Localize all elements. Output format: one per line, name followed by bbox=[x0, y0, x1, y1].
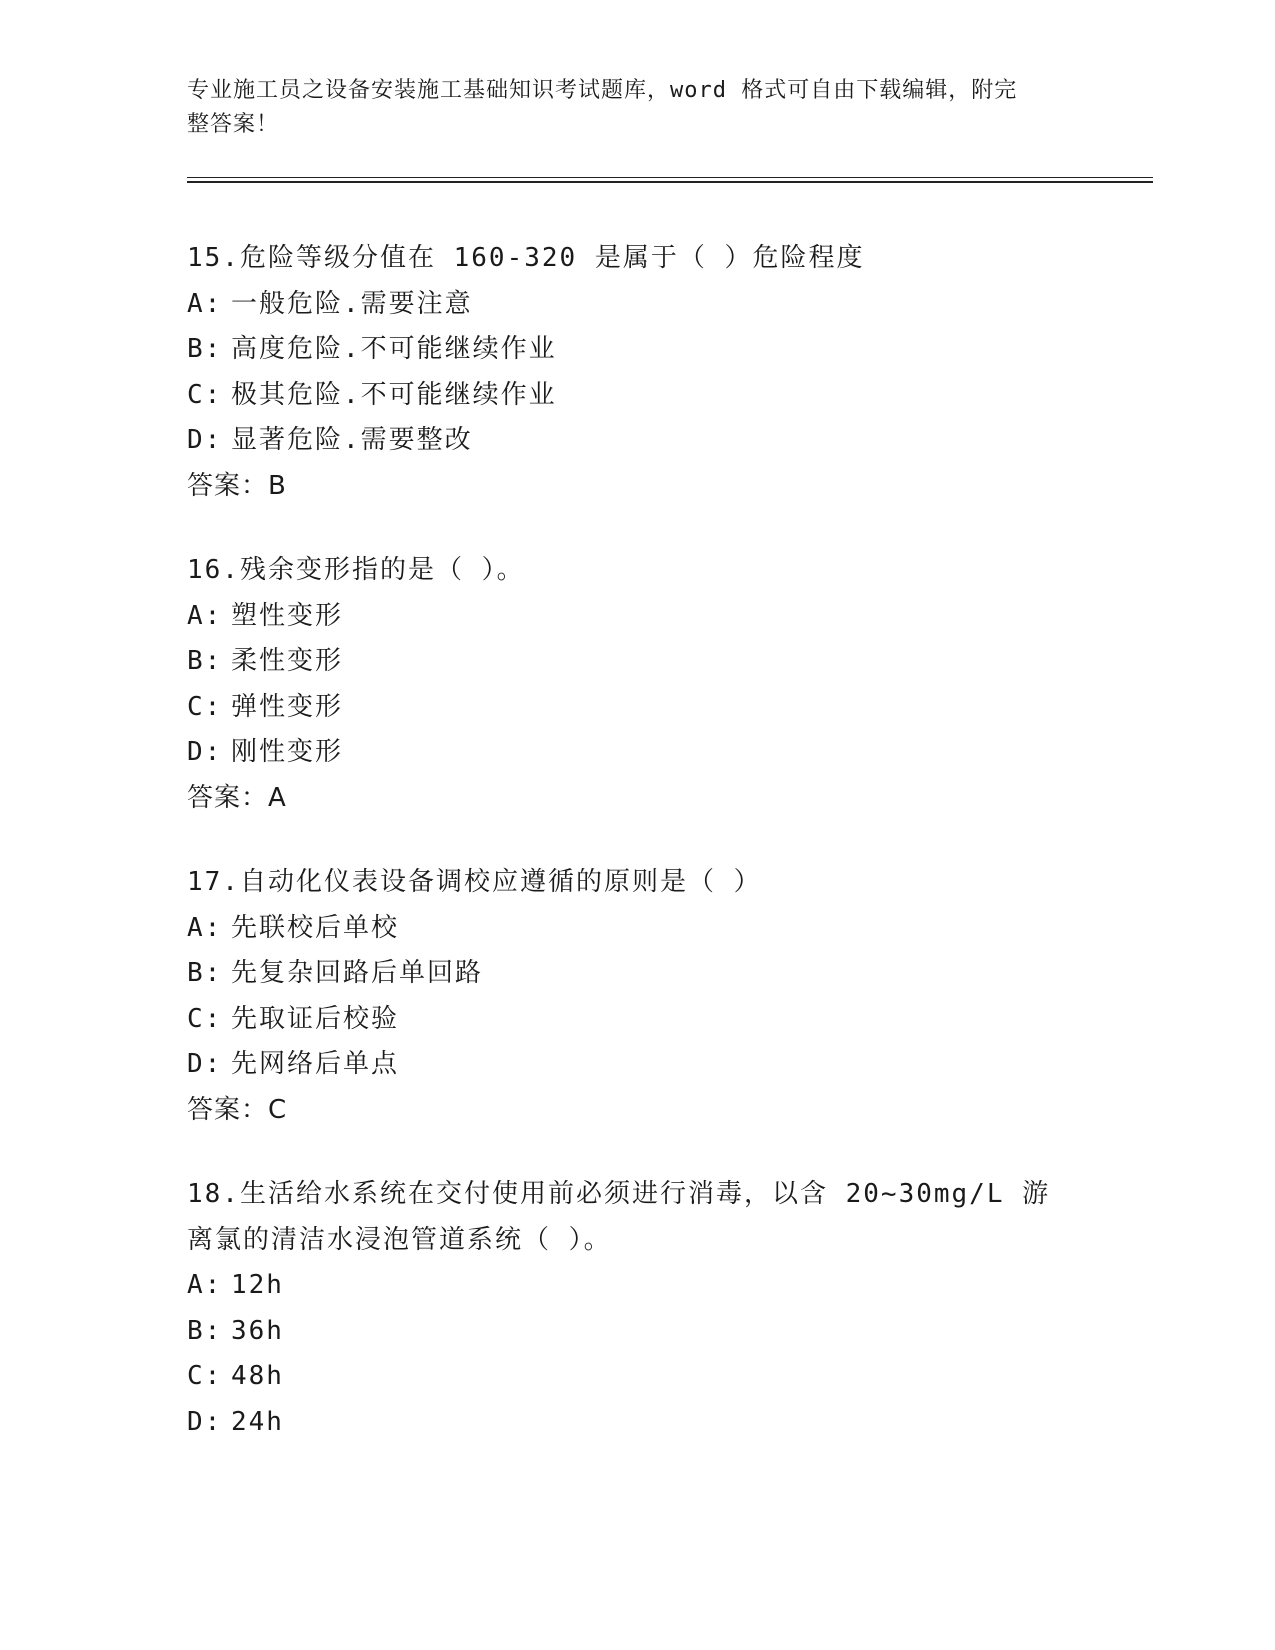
option-c bbox=[187, 685, 1087, 731]
option-text: 12h bbox=[231, 1270, 284, 1300]
header-divider-bottom bbox=[187, 181, 1153, 183]
option-d bbox=[187, 418, 1087, 464]
option-label: C: bbox=[187, 1361, 223, 1391]
option-label: A: bbox=[187, 912, 223, 943]
question-text: 15.危险等级分值在 160-320 是属于（ ）危险程度 bbox=[187, 243, 865, 273]
question-16 bbox=[187, 548, 1087, 821]
option-label: B: bbox=[187, 334, 223, 364]
option-label: A: bbox=[187, 1270, 223, 1300]
option-text: 36h bbox=[231, 1315, 284, 1346]
option-text: 24h bbox=[231, 1406, 284, 1437]
option-b bbox=[187, 1309, 1087, 1355]
header-line-1: 专业施工员之设备安装施工基础知识考试题库，word 格式可自由下载编辑，附完 bbox=[187, 78, 1018, 103]
question-15 bbox=[187, 236, 1087, 509]
option-text: 先网络后单点 bbox=[231, 1049, 400, 1079]
option-c bbox=[187, 373, 1087, 419]
option-a bbox=[187, 594, 1087, 640]
header-divider-top bbox=[187, 177, 1153, 178]
option-text: 一般危险.需要注意 bbox=[231, 288, 473, 319]
option-label: A: bbox=[187, 288, 223, 319]
header-line-2: 整答案！ bbox=[187, 112, 280, 137]
option-text: 先联校后单校 bbox=[231, 912, 400, 943]
option-text: 柔性变形 bbox=[231, 646, 344, 676]
option-label: D: bbox=[187, 1406, 223, 1437]
option-b bbox=[187, 639, 1087, 685]
option-text: 刚性变形 bbox=[231, 737, 344, 767]
option-label: D: bbox=[187, 425, 223, 455]
answer-line: 答案：B bbox=[187, 470, 287, 501]
option-label: B: bbox=[187, 1315, 223, 1346]
option-text: 极其危险.不可能继续作业 bbox=[231, 379, 557, 410]
answer-line: 答案：A bbox=[187, 782, 287, 813]
option-label: C: bbox=[187, 691, 223, 722]
option-d bbox=[187, 730, 1087, 776]
question-18 bbox=[187, 1172, 1087, 1445]
option-label: B: bbox=[187, 958, 223, 988]
option-label: D: bbox=[187, 1049, 223, 1079]
option-text: 显著危险.需要整改 bbox=[231, 425, 473, 455]
option-a bbox=[187, 1263, 1087, 1309]
option-d bbox=[187, 1400, 1087, 1446]
answer-line: 答案：C bbox=[187, 1094, 288, 1125]
option-a bbox=[187, 906, 1087, 952]
question-17 bbox=[187, 860, 1087, 1133]
option-b bbox=[187, 327, 1087, 373]
option-text: 48h bbox=[231, 1361, 284, 1391]
option-text: 先取证后校验 bbox=[231, 1003, 400, 1034]
option-text: 弹性变形 bbox=[231, 691, 344, 722]
option-text: 高度危险.不可能继续作业 bbox=[231, 334, 557, 364]
option-label: D: bbox=[187, 737, 223, 767]
question-text: 17.自动化仪表设备调校应遵循的原则是（ ） bbox=[187, 867, 762, 897]
option-label: C: bbox=[187, 1003, 223, 1034]
option-label: A: bbox=[187, 600, 223, 631]
option-a bbox=[187, 282, 1087, 328]
option-label: B: bbox=[187, 646, 223, 676]
option-c bbox=[187, 1354, 1087, 1400]
option-label: C: bbox=[187, 379, 223, 410]
option-text: 塑性变形 bbox=[231, 600, 344, 631]
question-text: 18.生活给水系统在交付使用前必须进行消毒，以含 20~30mg/L 游离氯的清洁水浸泡管道系统（ ）。 bbox=[187, 1179, 1051, 1255]
option-c bbox=[187, 997, 1087, 1043]
option-b bbox=[187, 951, 1087, 997]
question-text: 16.残余变形指的是（ ）。 bbox=[187, 555, 525, 585]
option-text: 先复杂回路后单回路 bbox=[231, 958, 484, 988]
document-header bbox=[187, 74, 1067, 142]
option-d bbox=[187, 1042, 1087, 1088]
question-list bbox=[187, 236, 1087, 1484]
